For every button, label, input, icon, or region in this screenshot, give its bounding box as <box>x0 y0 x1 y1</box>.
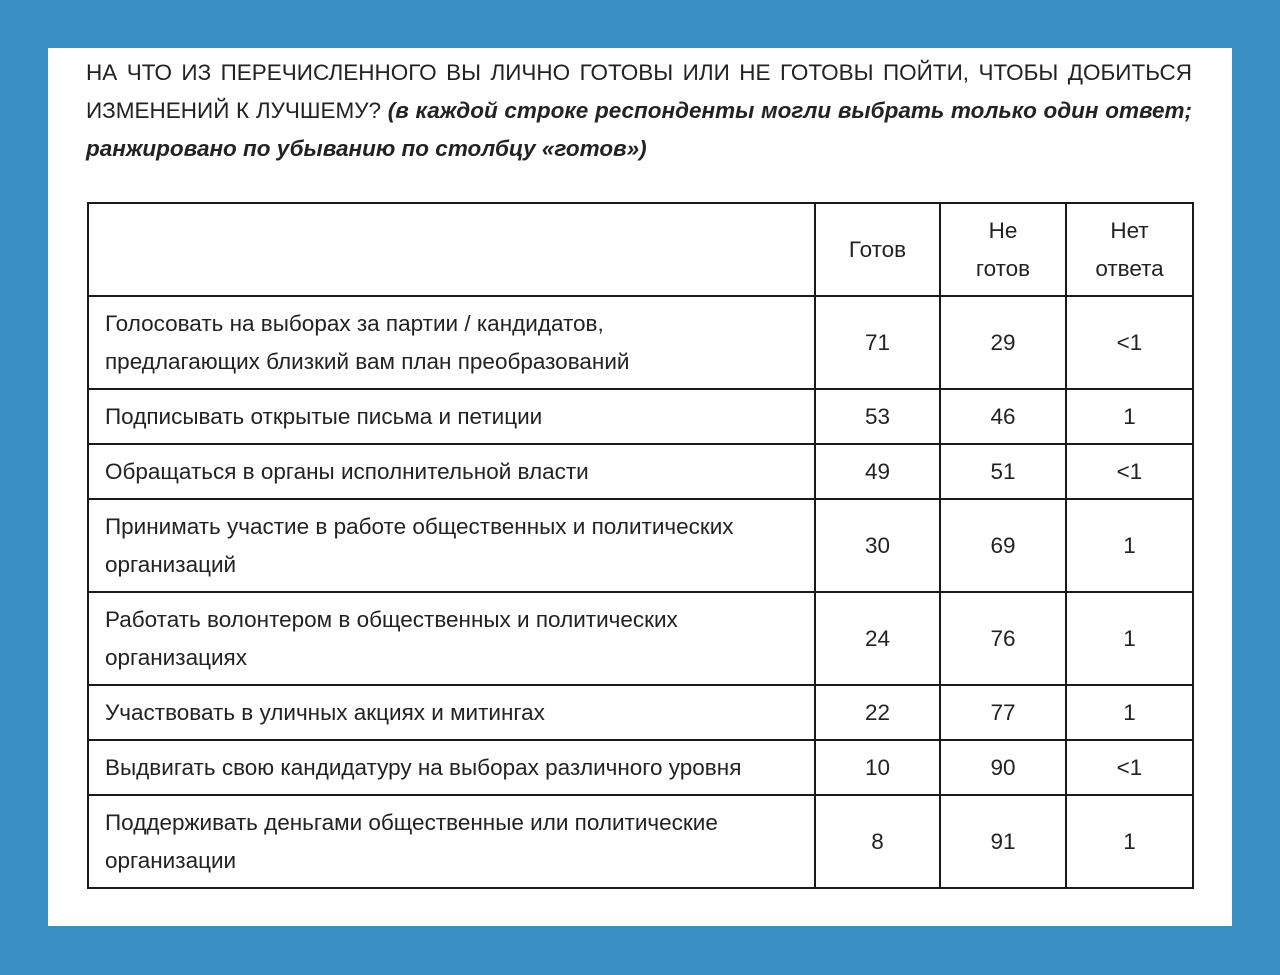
survey-table <box>87 202 1194 889</box>
cell-ready: 30 <box>815 499 940 592</box>
row-label: Обращаться в органы исполнительной власти <box>88 444 815 499</box>
row-label: Работать волонтером в общественных и политических организациях <box>88 592 815 685</box>
cell-no-answer: 1 <box>1066 499 1193 592</box>
document-page <box>48 48 1232 926</box>
table-header-row <box>88 203 1193 296</box>
cell-no-answer: <1 <box>1066 296 1193 389</box>
row-label: Подписывать открытые письма и петиции <box>88 389 815 444</box>
question-text: НА ЧТО ИЗ ПЕРЕЧИСЛЕННОГО ВЫ ЛИЧНО ГОТОВЫ ИЛИ НЕ ГОТОВЫ ПОЙТИ, ЧТОБЫ ДОБИТЬСЯ ИЗМЕНЕНИЙ К ЛУЧШЕМУ? <box>86 60 1192 123</box>
question-note: (в каждой строке респонденты могли выбрать только один ответ; ранжировано по убыванию по столбцу «готов») <box>86 98 1192 161</box>
cell-not-ready: 91 <box>940 795 1066 888</box>
cell-not-ready: 77 <box>940 685 1066 740</box>
cell-not-ready: 46 <box>940 389 1066 444</box>
header-not-ready: Не готов <box>940 203 1066 296</box>
cell-ready: 71 <box>815 296 940 389</box>
row-label: Поддерживать деньгами общественные или политические организации <box>88 795 815 888</box>
cell-no-answer: 1 <box>1066 795 1193 888</box>
table-row <box>88 685 1193 740</box>
cell-ready: 10 <box>815 740 940 795</box>
table-row <box>88 389 1193 444</box>
cell-no-answer: <1 <box>1066 740 1193 795</box>
cell-no-answer: 1 <box>1066 389 1193 444</box>
table-row <box>88 740 1193 795</box>
cell-ready: 24 <box>815 592 940 685</box>
cell-no-answer: 1 <box>1066 685 1193 740</box>
cell-not-ready: 90 <box>940 740 1066 795</box>
cell-ready: 49 <box>815 444 940 499</box>
cell-ready: 8 <box>815 795 940 888</box>
header-ready: Готов <box>815 203 940 296</box>
row-label: Участвовать в уличных акциях и митингах <box>88 685 815 740</box>
row-label: Выдвигать свою кандидатуру на выборах различного уровня <box>88 740 815 795</box>
table-row <box>88 296 1193 389</box>
cell-not-ready: 76 <box>940 592 1066 685</box>
cell-no-answer: <1 <box>1066 444 1193 499</box>
row-label: Голосовать на выборах за партии / кандидатов, предлагающих близкий вам план преобразований <box>88 296 815 389</box>
table-row <box>88 499 1193 592</box>
table-row <box>88 795 1193 888</box>
question-heading <box>86 54 1192 168</box>
cell-not-ready: 51 <box>940 444 1066 499</box>
cell-ready: 22 <box>815 685 940 740</box>
header-empty-cell <box>88 203 815 296</box>
table-row <box>88 444 1193 499</box>
cell-ready: 53 <box>815 389 940 444</box>
cell-no-answer: 1 <box>1066 592 1193 685</box>
row-label: Принимать участие в работе общественных и политических организаций <box>88 499 815 592</box>
cell-not-ready: 29 <box>940 296 1066 389</box>
header-no-answer: Нет ответа <box>1066 203 1193 296</box>
cell-not-ready: 69 <box>940 499 1066 592</box>
table-row <box>88 592 1193 685</box>
